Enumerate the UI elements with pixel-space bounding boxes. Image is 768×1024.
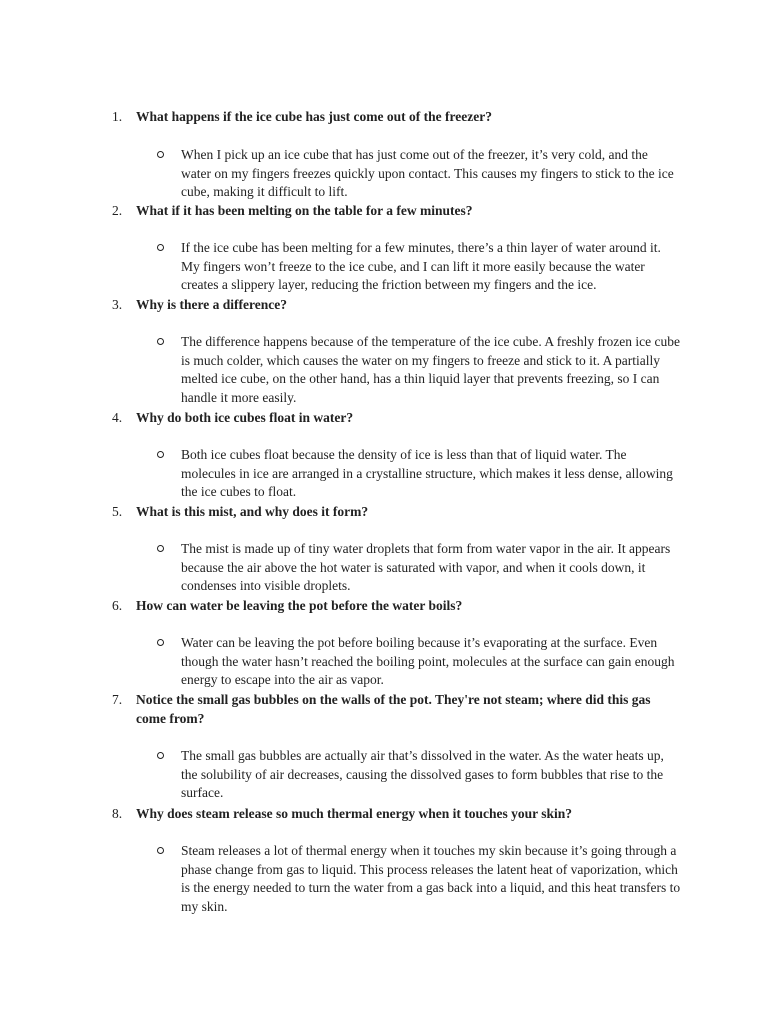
hollow-bullet-icon: [157, 151, 164, 158]
question-number: 4.: [112, 410, 123, 425]
hollow-bullet-icon: [157, 847, 164, 854]
hollow-bullet-icon: [157, 338, 164, 345]
question-number: 8.: [112, 806, 123, 821]
question-text: How can water be leaving the pot before the water boils?: [136, 598, 463, 613]
hollow-bullet-icon: [157, 451, 164, 458]
question-text: What happens if the ice cube has just come out of the freezer?: [136, 109, 492, 124]
answer-text: Steam releases a lot of thermal energy when it touches my skin because it’s going through a phase change from gas to liquid. This process releases the latent heat of vaporization, which is the energy needed to turn the water from a gas back into a liquid, and this heat transfers to my skin.: [181, 843, 681, 915]
question-text: What if it has been melting on the table for a few minutes?: [136, 203, 473, 218]
question-number: 2.: [112, 203, 123, 218]
question-text: Why is there a difference?: [136, 297, 287, 312]
question-text: What is this mist, and why does it form?: [136, 504, 369, 519]
answer-text: When I pick up an ice cube that has just come out of the freezer, it’s very cold, and the water on my fingers freezes quickly upon contact. This causes my fingers to stick to the ice cube, making it difficult to lift.: [181, 147, 674, 200]
hollow-bullet-icon: [157, 752, 164, 759]
hollow-bullet-icon: [157, 244, 164, 251]
question-number: 1.: [112, 109, 123, 124]
answer-text: Water can be leaving the pot before boiling because it’s evaporating at the surface. Even though the water hasn’t reached the boiling point, molecules at the surface can gain enough energy to escape into the air as vapor.: [181, 635, 675, 688]
answer-text: Both ice cubes float because the density of ice is less than that of liquid water. The molecules in ice are arranged in a crystalline structure, which makes it less dense, allowing the ice cubes to float.: [181, 447, 673, 500]
question-number: 3.: [112, 297, 123, 312]
answer-text: The mist is made up of tiny water droplets that form from water vapor in the air. It appears because the air above the hot water is saturated with vapor, and when it cools down, it condenses into visible droplets.: [181, 541, 671, 594]
question-text: Why do both ice cubes float in water?: [136, 410, 354, 425]
question-number: 5.: [112, 504, 123, 519]
question-text: Notice the small gas bubbles on the walls of the pot. They're not steam; where did this gas come from?: [136, 692, 651, 726]
answer-text: The difference happens because of the temperature of the ice cube. A freshly frozen ice cube is much colder, which causes the water on my fingers to freeze and stick to it. A partially melted ice cube, on the other hand, has a thin liquid layer that prevents freezing, so I can handle it more easily.: [181, 334, 681, 406]
question-number: 7.: [112, 692, 123, 707]
answer-text: The small gas bubbles are actually air that’s dissolved in the water. As the water heats up, the solubility of air decreases, causing the dissolved gases to form bubbles that rise to the surface.: [181, 748, 664, 801]
hollow-bullet-icon: [157, 545, 164, 552]
hollow-bullet-icon: [157, 639, 164, 646]
answer-text: If the ice cube has been melting for a few minutes, there’s a thin layer of water around it. My fingers won’t freeze to the ice cube, and I can lift it more easily because the water creates a slippery layer, reducing the friction between my fingers and the ice.: [181, 240, 661, 293]
question-text: Why does steam release so much thermal energy when it touches your skin?: [136, 806, 572, 821]
question-number: 6.: [112, 598, 123, 613]
